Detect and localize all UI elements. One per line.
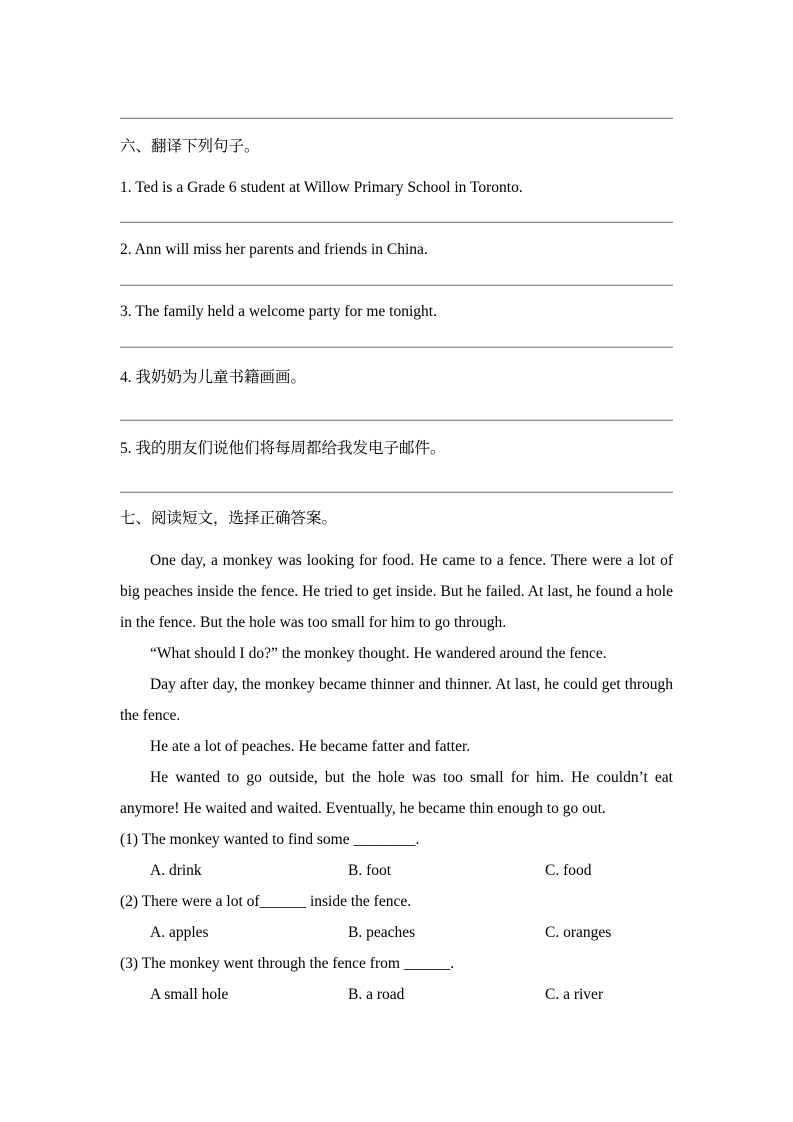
answer-line	[120, 285, 673, 286]
question-1-options	[120, 855, 673, 886]
answer-line	[120, 118, 673, 119]
option-b: B. foot	[348, 862, 392, 879]
question-3: (3) The monkey went through the fence from ______.	[120, 955, 455, 972]
option-a: A. drink	[150, 862, 202, 879]
section-reading-heading: 七、阅读短文，选择正确答案。	[120, 510, 338, 527]
answer-line	[120, 492, 673, 493]
answer-line	[120, 347, 673, 348]
option-c: C. a river	[545, 986, 604, 1003]
translation-item-5: 5. 我的朋友们说他们将每周都给我发电子邮件。	[120, 440, 446, 457]
translation-item-3: 3. The family held a welcome party for me tonight.	[120, 303, 437, 320]
option-b: B. peaches	[348, 924, 416, 941]
passage-paragraph: He wanted to go outside, but the hole was too small for him. He couldn’t eat anymore! He waited and waited. Eventually, he became thin enough to go out.	[120, 769, 673, 817]
passage-paragraph: Day after day, the monkey became thinner and thinner. At last, he could get through the fence.	[120, 676, 673, 724]
answer-line	[120, 222, 673, 223]
translation-item-2: 2. Ann will miss her parents and friends in China.	[120, 241, 428, 258]
section-translation-heading: 六、翻译下列句子。	[120, 138, 260, 155]
question-1: (1) The monkey wanted to find some ________.	[120, 831, 420, 848]
translation-item-4: 4. 我奶奶为儿童书籍画画。	[120, 369, 307, 386]
passage-paragraph: One day, a monkey was looking for food. He came to a fence. There were a lot of big peaches inside the fence. He tried to get inside. But he failed. At last, he found a hole in the fence. But the hole was too small for him to go through.	[120, 552, 673, 631]
question-3-options	[120, 979, 673, 1010]
option-b: B. a road	[348, 986, 405, 1003]
question-2-options	[120, 917, 673, 948]
question-2: (2) There were a lot of______ inside the fence.	[120, 893, 412, 910]
option-c: C. food	[545, 862, 592, 879]
option-a: A small hole	[150, 986, 229, 1003]
reading-section	[120, 545, 673, 1010]
answer-line	[120, 420, 673, 421]
option-a: A. apples	[150, 924, 209, 941]
option-c: C. oranges	[545, 924, 612, 941]
passage-paragraph: He ate a lot of peaches. He became fatter and fatter.	[150, 738, 471, 755]
passage-paragraph: “What should I do?” the monkey thought. He wandered around the fence.	[150, 645, 607, 662]
translation-item-1: 1. Ted is a Grade 6 student at Willow Primary School in Toronto.	[120, 179, 523, 196]
